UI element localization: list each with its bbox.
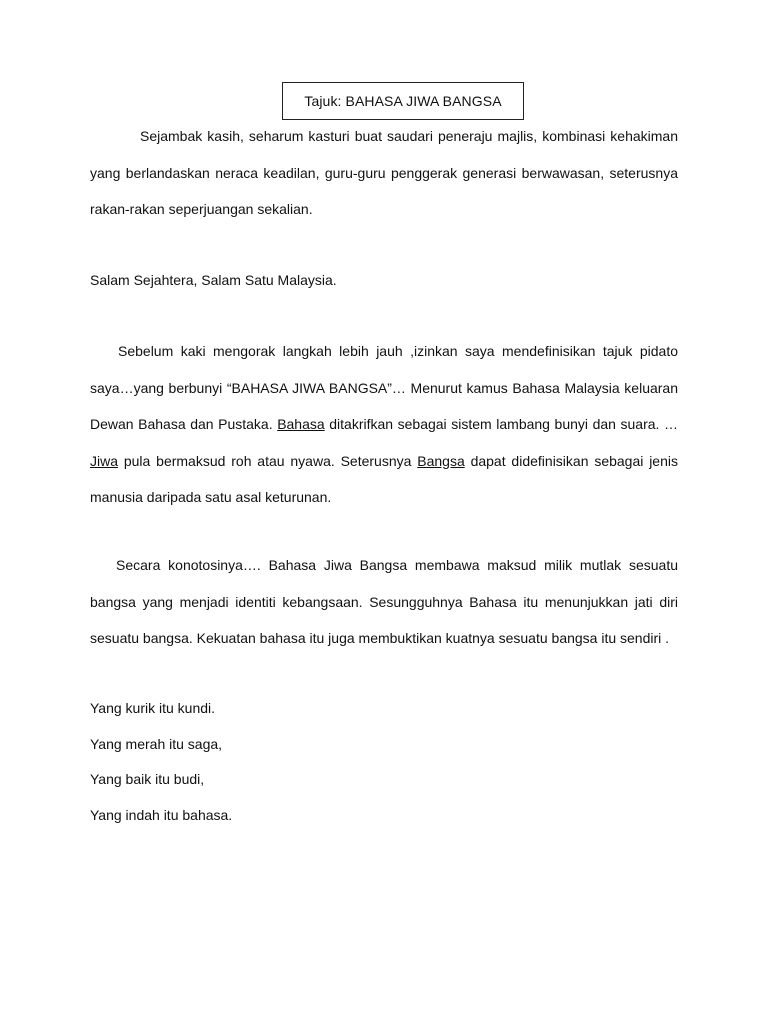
- page-title: Tajuk: BAHASA JIWA BANGSA: [304, 93, 502, 109]
- word-bangsa: Bangsa: [417, 452, 465, 469]
- definition-text-d: dapat didefinisikan sebagai jenis manusia daripada satu asal keturunan.: [90, 452, 678, 505]
- word-bahasa: Bahasa: [277, 416, 325, 432]
- title-box: [282, 82, 524, 120]
- pantun-line-3: Yang baik itu budi,: [90, 771, 205, 787]
- pantun-line-1: Yang kurik itu kundi.: [90, 700, 216, 716]
- definition-text-c: pula bermaksud roh atau nyawa. Seterusnya: [118, 452, 418, 469]
- pantun-line-2: Yang merah itu saga,: [90, 736, 223, 752]
- connotation-paragraph: Secara konotosinya…. Bahasa Jiwa Bangsa membawa maksud milik mutlak sesuatu bangsa yang menjadi identiti kebangsaan. Sesungguhnya Bahasa itu menunjukkan jati diri sesuatu bangsa. Kekuatan bahasa itu juga membuktikan kuatnya sesuatu bangsa itu sendiri .: [90, 557, 678, 646]
- pantun-line-4: Yang indah itu bahasa.: [90, 807, 233, 823]
- salam-line: Salam Sejahtera, Salam Satu Malaysia.: [90, 272, 337, 288]
- greeting-paragraph: Sejambak kasih, seharum kasturi buat saudari peneraju majlis, kombinasi kehakiman yang berlandaskan neraca keadilan, guru-guru penggerak generasi berwawasan, seterusnya rakan-rakan seperjuangan sekalian.: [90, 128, 678, 217]
- definition-text-b: ditakrifkan sebagai sistem lambang bunyi dan suara. …: [324, 416, 678, 432]
- definition-paragraph: [90, 333, 678, 516]
- definition-text-a: Sebelum kaki mengorak langkah lebih jauh ,izinkan saya mendefinisikan tajuk pidato saya…yang berbunyi “BAHASA JIWA BANGSA”… Menurut kamus Bahasa Malaysia keluaran Dewan Bahasa dan Pustaka.: [90, 343, 678, 432]
- word-jiwa: Jiwa: [90, 452, 119, 469]
